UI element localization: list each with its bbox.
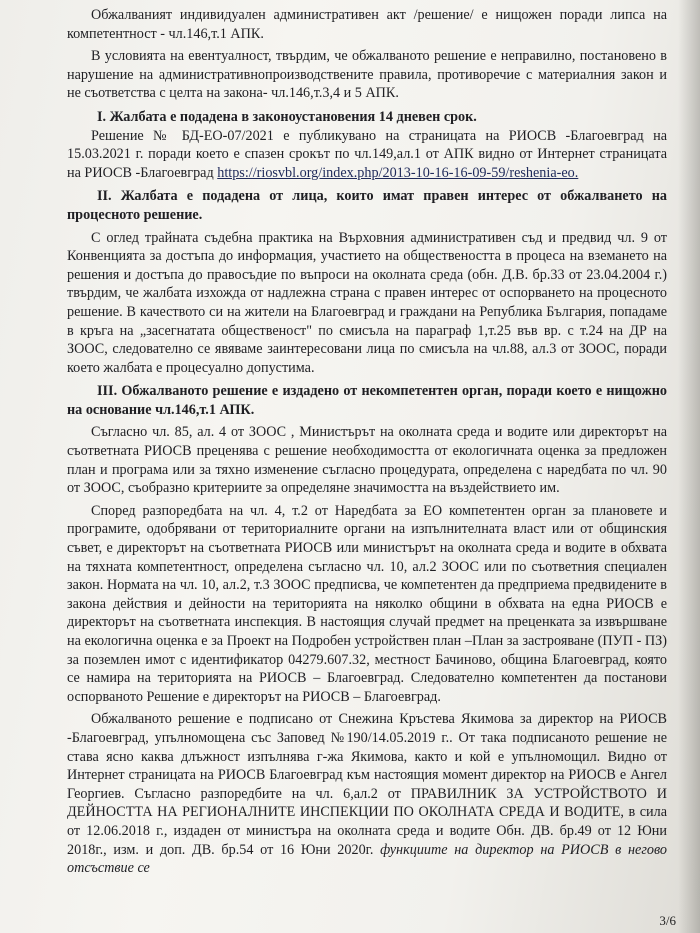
- paragraph-deadline: [67, 127, 667, 183]
- paragraph-signature: [67, 710, 667, 877]
- paragraph-competence: Съгласно чл. 85, ал. 4 от ЗООС , Министърът на околната среда и водите или директорът на съответната РИОСВ преценява с решение необходимостта от екологичната оценка за предложен план и програма или за тяхно изменение съгласно процедурата, определена с наредбата по чл. 90 от ЗООС, съобразно критериите за определяне значимостта на въздействието им.: [67, 424, 667, 497]
- page-number: 3/6: [659, 913, 676, 928]
- paragraph-signature-italic: функциите на директор на РИОСВ в негово отсъствие се: [67, 841, 668, 877]
- paragraph-regulation: Според разпоредбата на чл. 4, т.2 от Наредбата за ЕО компетентен орган за плановете и програмите, одобрявани от териториалните органи на изпълнителната власт или от общинския съвет, е директорът на съответната РИОСВ или министърът на околната среда и водите в обхвата на тяхната компетентност, определена съгласно чл. 10, ал.2 ЗООС или по съответния специален закон. Нормата на чл. 10, ал.2, т.3 ЗООС предписва, че компетентен да предприема предвидените в закона действия и дейности на територията на няколко общини в обхвата на една РИОСВ е директорът на съответната инспекция. В настоящия случай предмет на преценката за извършване на екологична оценка е за Проект на Подробен устройствен план –План за застрояване (ПУП - ПЗ) за поземлен имот с идентификатор 04279.607.32, местност Бачиново, община Благоевград, която се намира на територията на РИОСВ – Благоевград. Следователно компетентен да постанови оспорваното Решение е директорът на РИОСВ – Благоевград.: [67, 502, 667, 705]
- heading-section-3: III. Обжалваното решение е издадено от некомпетентен орган, поради което е нищожно на основание чл.146,т.1 АПК.: [67, 383, 667, 418]
- heading-section-1: I. Жалбата е подадена в законоустановения 14 дневен срок.: [97, 108, 477, 125]
- paragraph-legal-interest: С оглед трайната съдебна практика на Върховния административен съд и предвид чл. 9 от Конвенцията за достъпа до информация, участието на обществеността в процеса на вземането на решения и достъпа до правосъдие по въпроси на околната среда (обн. Д.В. бр.33 от 23.04.2004 г.) твърдим, че жалбата изхожда от надлежна страна с правен интерес от оспорването на процесното решение. В качеството си на жители на Благоевград и граждани на Република България, попадаме в кръга на „засегнатата общественост" по смисъла на параграф 1,т.25 във вр. с т.24 на ДР на ЗООС, следователно се явяваме заинтересовани лица по смисъла на чл.88, ал.3 от ЗООС, поради което жалбата е процесуално допустима.: [67, 229, 667, 376]
- document-body: [67, 6, 667, 878]
- paragraph-deadline-text: Решение № БД-ЕО-07/2021 е публикувано на страницата на РИОСВ -Благоевград на 15.03.2021 г. поради което е спазен срокът по чл.149,ал.1 от АПК видно от Интернет страницата на РИОСВ -Благоевград: [67, 127, 667, 181]
- paragraph-nullity: Обжалваният индивидуален административен акт /решение/ е нищожен поради липса на компетентност - чл.146,т.1 АПК.: [67, 7, 667, 42]
- riosv-link[interactable]: https://riosvbl.org/index.php/2013-10-16-16-09-59/reshenia-eo.: [217, 164, 579, 181]
- page-edge-shadow: [678, 0, 700, 933]
- paragraph-signature-text: Обжалваното решение е подписано от Снежина Кръстева Якимова за директор на РИОСВ -Благоевград, упълномощена със Заповед №190/14.05.2019 г.. От така подписаното решение не става ясно каква длъжност изпълнява г-жа Якимова, както и кой е упълномощил. Видно от Интернет страницата на РИОСВ Благоевград към настоящия момент директор на РИОСВ е Ангел Георгиев. Съгласно разпоредбите на чл. 6,ал.2 от ПРАВИЛНИК ЗА УСТРОЙСТВОТО И ДЕЙНОСТТА НА РЕГИОНАЛНИТЕ ИНСПЕКЦИИ ПО ОКОЛНАТА СРЕДА И ВОДИТЕ, в сила от 12.06.2018 г., издаден от министъра на околната среда и водите Обн. ДВ. бр.49 от 12 Юни 2018г., изм. и доп. ДВ. бр.54 от 16 Юни 2020г.: [67, 711, 667, 858]
- paragraph-alternative: В условията на евентуалност, твърдим, че обжалваното решение е неправилно, постановено в нарушение на административнопроизводствените правила, противоречие с материалния закон и не съответства с целта на закона- чл.146,т.3,4 и 5 АПК.: [67, 48, 667, 102]
- heading-section-2: II. Жалбата е подадена от лица, които имат правен интерес от обжалването на процесното решение.: [67, 188, 667, 223]
